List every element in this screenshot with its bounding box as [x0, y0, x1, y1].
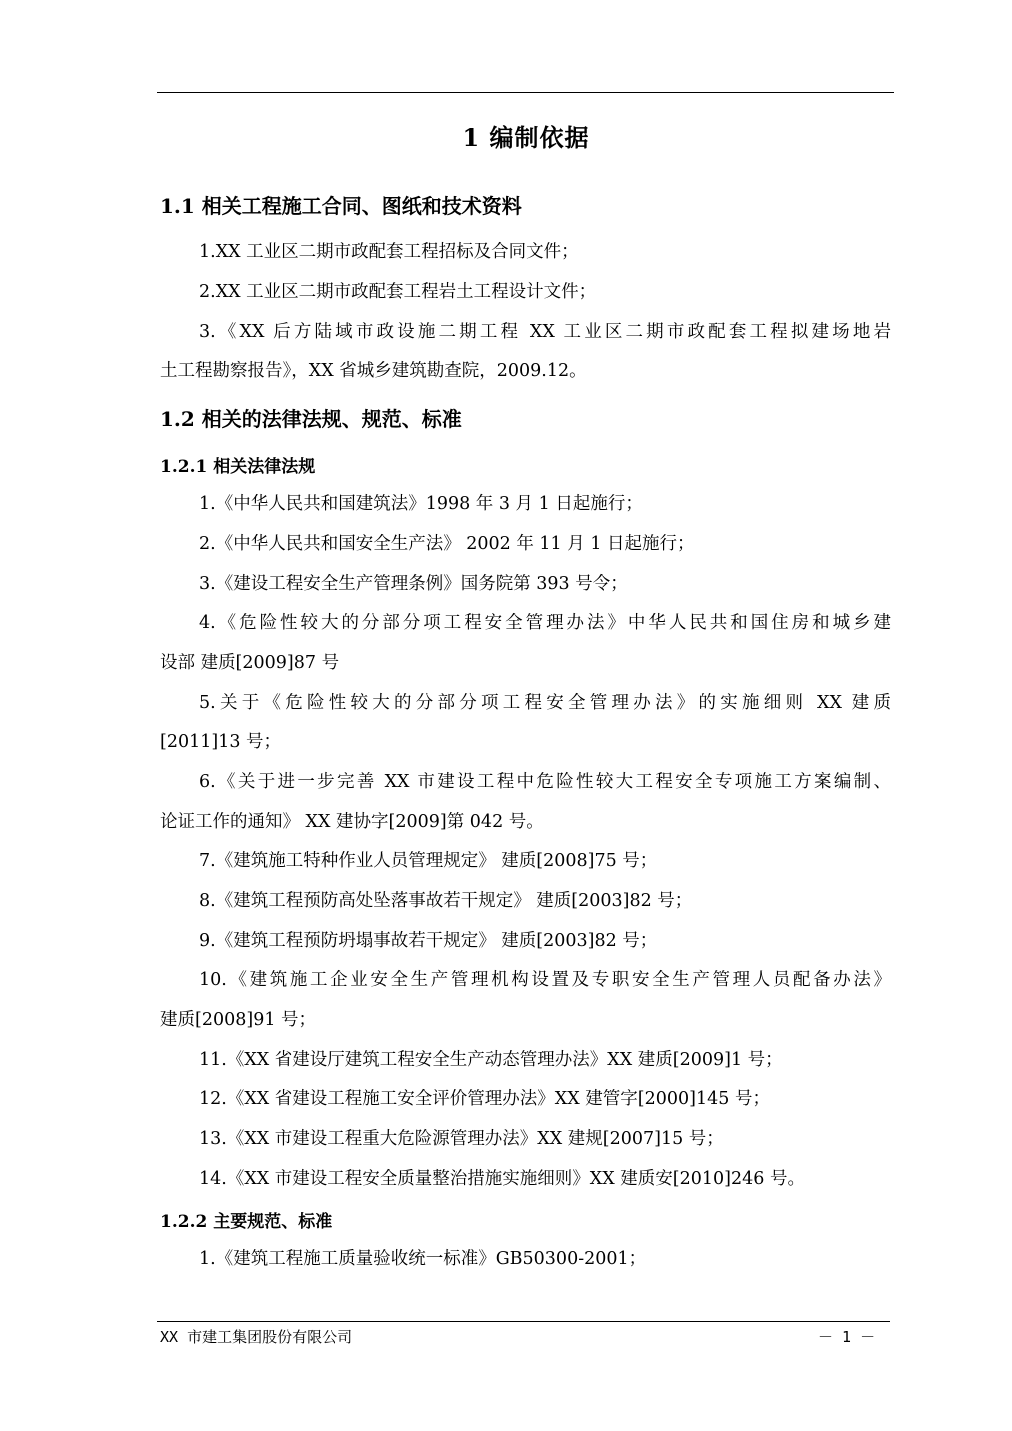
paragraph-line: 7.《建筑施工特种作业人员管理规定》 建质[2008]75 号；	[199, 851, 658, 871]
paragraph-line: 论证工作的通知》 XX 建协字[2009]第 042 号。	[160, 812, 544, 832]
paragraph-line: 1.《建筑工程施工质量验收统一标准》GB50300-2001；	[199, 1249, 647, 1269]
paragraph-line: 2.XX 工业区二期市政配套工程岩土工程设计文件；	[199, 282, 597, 302]
paragraph-line: 6.《关于进一步完善 XX 市建设工程中危险性较大工程安全专项施工方案编制、	[199, 772, 891, 792]
paragraph-line: 8.《建筑工程预防高处坠落事故若干规定》 建质[2003]82 号；	[199, 891, 693, 911]
paragraph-line: 土工程勘察报告》，XX 省城乡建筑勘查院，2009.12。	[160, 361, 587, 381]
section-heading-1-1: 1.1 相关工程施工合同、图纸和技术资料	[160, 194, 522, 218]
paragraph-line: 12.《XX 省建设工程施工安全评价管理办法》XX 建管字[2000]145 号；	[199, 1089, 770, 1109]
paragraph-line: 10.《建筑施工企业安全生产管理机构设置及专职安全生产管理人员配备办法》	[199, 970, 891, 990]
paragraph-line: 13.《XX 市建设工程重大危险源管理办法》XX 建规[2007]15 号；	[199, 1129, 724, 1149]
subsection-heading-1-2-2: 1.2.2 主要规范、标准	[160, 1212, 333, 1232]
paragraph-line: 4.《危险性较大的分部分项工程安全管理办法》中华人民共和国住房和城乡建	[199, 613, 891, 633]
footer-rule	[157, 1321, 890, 1322]
paragraph-line: [2011]13 号；	[160, 732, 282, 752]
subsection-heading-1-2-1: 1.2.1 相关法律法规	[160, 457, 316, 477]
paragraph-line: 11.《XX 省建设厅建筑工程安全生产动态管理办法》XX 建质[2009]1 号；	[199, 1050, 783, 1070]
paragraph-line: 设部 建质[2009]87 号	[160, 653, 340, 673]
footer-company: XX 市建工集团股份有限公司	[160, 1328, 353, 1346]
footer-page-number: － 1 －	[818, 1328, 876, 1346]
section-heading-1-2: 1.2 相关的法律法规、规范、标准	[160, 407, 462, 431]
paragraph-line: 14.《XX 市建设工程安全质量整治措施实施细则》XX 建质安[2010]246 号。	[199, 1169, 805, 1189]
paragraph-line: 1.XX 工业区二期市政配套工程招标及合同文件；	[199, 242, 579, 262]
paragraph-line: 3.《建设工程安全生产管理条例》国务院第 393 号令；	[199, 574, 628, 594]
paragraph-line: 3.《XX 后方陆域市政设施二期工程 XX 工业区二期市政配套工程拟建场地岩	[199, 322, 891, 342]
paragraph-line: 1.《中华人民共和国建筑法》1998 年 3 月 1 日起施行；	[199, 494, 643, 514]
paragraph-line: 9.《建筑工程预防坍塌事故若干规定》 建质[2003]82 号；	[199, 931, 658, 951]
header-rule	[157, 92, 894, 93]
paragraph-line: 2.《中华人民共和国安全生产法》 2002 年 11 月 1 日起施行；	[199, 534, 695, 554]
chapter-title: 1 编制依据	[462, 123, 590, 152]
paragraph-line: 建质[2008]91 号；	[160, 1010, 317, 1030]
paragraph-line: 5.关于《危险性较大的分部分项工程安全管理办法》的实施细则 XX 建质	[199, 693, 891, 713]
